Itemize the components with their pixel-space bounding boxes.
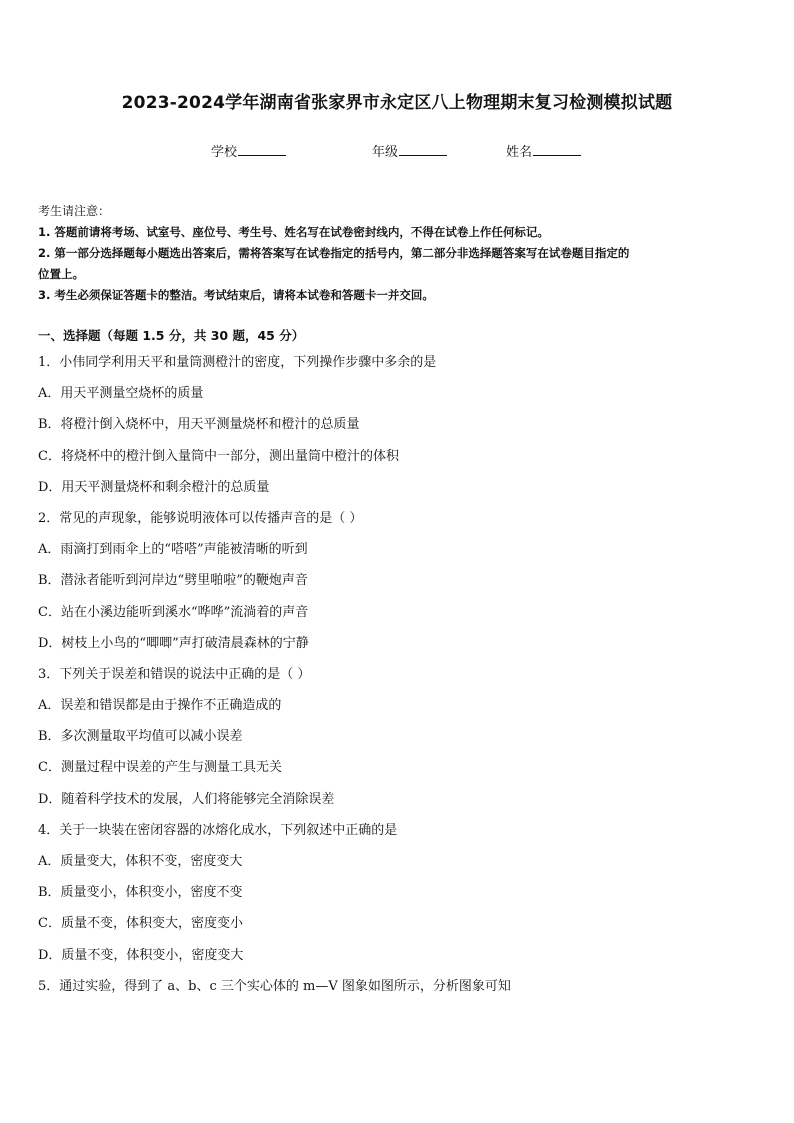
question-option: C．站在小溪边能听到溪水“哗哗”流淌着的声音: [38, 604, 309, 620]
question-list: [38, 352, 760, 1007]
question-option: A．用天平测量空烧杯的质量: [38, 386, 204, 402]
question-option: A．雨滴打到雨伞上的“嗒嗒”声能被清晰的听到: [38, 542, 308, 558]
question-option: D．用天平测量烧杯和剩余橙汁的总质量: [38, 479, 270, 495]
name-field: [506, 141, 581, 160]
grade-blank: [399, 143, 447, 156]
question-option: D．树枝上小鸟的“唧唧”声打破清晨森林的宁静: [38, 635, 309, 651]
name-blank: [533, 143, 581, 156]
question-option: B．多次测量取平均值可以减小误差: [38, 729, 243, 745]
notice-item: 3. 考生必须保证答题卡的整洁。考试结束后，请将本试卷和答题卡一并交回。: [38, 288, 434, 302]
question-stem: 1．小伟同学利用天平和量筒测橙汁的密度，下列操作步骤中多余的是: [38, 355, 437, 370]
question-option: C．测量过程中误差的产生与测量工具无关: [38, 760, 282, 776]
school-blank: [238, 143, 286, 156]
question-option: B．质量变小，体积变小，密度不变: [38, 885, 243, 901]
question-option: A．误差和错误都是由于操作不正确造成的: [38, 698, 282, 714]
question-option: B．潜泳者能听到河岸边“劈里啪啦”的鞭炮声音: [38, 573, 308, 589]
section-title: 一、选择题（每题 1.5 分，共 30 题，45 分）: [38, 328, 305, 343]
notice-heading: 考生请注意：: [38, 204, 111, 218]
school-label: 学校: [211, 145, 238, 160]
notice-item: 1. 答题前请将考场、试室号、座位号、考生号、姓名写在试卷密封线内，不得在试卷上作任何标记。: [38, 225, 549, 239]
school-field: [211, 141, 286, 160]
question-stem: 5．通过实验，得到了 a、b、c 三个实心体的 m—V 图象如图所示，分析图象可知: [38, 978, 511, 994]
exam-notice: [38, 201, 760, 306]
question-option: B．将橙汁倒入烧杯中，用天平测量烧杯和橙汁的总质量: [38, 417, 360, 433]
exam-title: 2023-2024学年湖南省张家界市永定区八上物理期末复习检测模拟试题: [121, 93, 673, 113]
question-stem: 4．关于一块装在密闭容器的冰熔化成水，下列叙述中正确的是: [38, 822, 398, 838]
question-option: A．质量变大，体积不变，密度变大: [38, 854, 243, 869]
question-option: C．质量不变，体积变大，密度变小: [38, 916, 243, 932]
grade-field: [372, 141, 447, 160]
notice-item: 2. 第一部分选择题每小题选出答案后，需将答案写在试卷指定的括号内，第二部分非选择题答案写在试卷题目指定的: [38, 246, 630, 260]
grade-label: 年级: [372, 145, 399, 160]
question-option: D．质量不变，体积变小，密度变大: [38, 947, 244, 963]
question-option: C．将烧杯中的橙汁倒入量筒中一部分，测出量筒中橙汁的体积: [38, 448, 399, 464]
name-label: 姓名: [506, 145, 533, 160]
notice-item: 位置上。: [38, 267, 84, 281]
question-option: D．随着科学技术的发展，人们将能够完全消除误差: [38, 791, 335, 807]
question-stem: 3．下列关于误差和错误的说法中正确的是（ ）: [38, 666, 311, 682]
question-stem: 2．常见的声现象，能够说明液体可以传播声音的是（ ）: [38, 510, 363, 526]
